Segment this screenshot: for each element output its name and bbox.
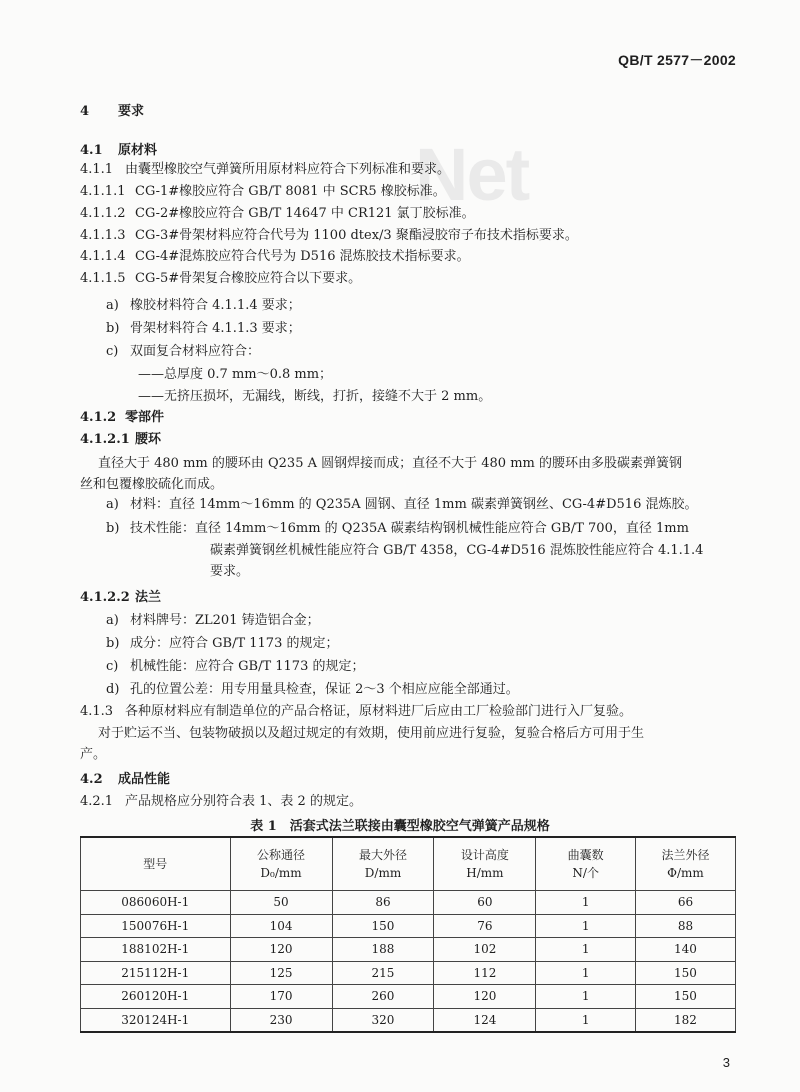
spec-table [80, 836, 736, 1033]
text-line [80, 681, 736, 699]
table-body [81, 891, 736, 1033]
column-header-unit: H/mm [466, 866, 504, 880]
clause-text: 直径大于 480 mm 的腰环由 Q235 A 圆钢焊接而成；直径不大于 480 mm 的腰环由多股碳素弹簧钢 [98, 456, 682, 471]
table-cell: 1 [536, 985, 636, 1009]
clause-text: 骨架材料符合 4.1.1.3 要求； [130, 321, 301, 336]
column-header [230, 837, 332, 891]
clause-number: a) [106, 497, 119, 512]
clause-text: 要求 [118, 104, 145, 119]
clause-text: 法兰 [135, 590, 162, 605]
column-header [434, 837, 536, 891]
text-line [80, 388, 736, 406]
clause-text: 材料牌号：ZL201 铸造铝合金； [130, 613, 320, 628]
table-cell: 320 [332, 1008, 434, 1032]
clause-number: 4.2 [80, 772, 103, 787]
text-line [80, 476, 736, 494]
table-cell: 086060H-1 [81, 891, 231, 915]
text-line [80, 409, 736, 427]
table-cell: 215 [332, 961, 434, 985]
table-row [81, 985, 736, 1009]
clause-text: 孔的位置公差：用专用量具检查，保证 2～3 个相应应能全部通过。 [130, 682, 519, 697]
table-cell: 150076H-1 [81, 914, 231, 938]
table-cell: 76 [434, 914, 536, 938]
column-header-label: 最大外径 [358, 848, 407, 862]
clause-text: 成分：应符合 GB/T 1173 的规定； [130, 636, 339, 651]
table-cell: 60 [434, 891, 536, 915]
table-row [81, 914, 736, 938]
clause-text: 碳素弹簧钢丝机械性能应符合 GB/T 4358，CG-4#D516 混炼胶性能应符合 4.1.1.4 [210, 543, 704, 558]
table-row [81, 938, 736, 962]
clause-number: b) [106, 521, 120, 536]
column-header [332, 837, 434, 891]
column-header [635, 837, 735, 891]
clause-text: CG-4#混炼胶应符合代号为 D516 混炼胶技术指标要求。 [135, 249, 470, 264]
column-header [81, 837, 231, 891]
clause-number: 4.1.2.1 [80, 432, 130, 447]
clause-number: 4.1.1.2 [80, 206, 126, 221]
clause-number: 4 [80, 104, 90, 119]
clause-number: 4.2.1 [80, 794, 114, 809]
text-line [80, 320, 736, 338]
clause-text: 产。 [80, 747, 107, 762]
clause-text: ——总厚度 0.7 mm～0.8 mm； [138, 367, 333, 382]
table-row [81, 891, 736, 915]
clause-text: 零部件 [125, 410, 165, 425]
text-line [80, 746, 736, 764]
clause-number: 4.1.1.3 [80, 228, 126, 243]
clause-number: a) [106, 298, 119, 313]
column-header [536, 837, 636, 891]
table-cell: 188102H-1 [81, 938, 231, 962]
text-line [80, 205, 736, 223]
table-cell: 320124H-1 [81, 1008, 231, 1032]
table-cell: 150 [332, 914, 434, 938]
text-line [80, 589, 736, 607]
table-row [81, 961, 736, 985]
clause-text: CG-1#橡胶应符合 GB/T 8081 中 SCR5 橡胶标准。 [135, 184, 446, 199]
table-cell: 1 [536, 1008, 636, 1032]
table-cell: 140 [635, 938, 735, 962]
clause-text: 双面复合材料应符合： [130, 344, 261, 359]
clause-number: b) [106, 636, 120, 651]
clause-number: a) [106, 613, 119, 628]
clause-number: 4.1.3 [80, 704, 114, 719]
clause-text: ——无挤压损坏，无漏线，断线，打折，接缝不大于 2 mm。 [138, 389, 492, 404]
clause-number: c) [106, 659, 119, 674]
table-cell: 170 [230, 985, 332, 1009]
clause-number: 4.1.2.2 [80, 590, 130, 605]
text-line [80, 793, 736, 811]
clause-number: c) [106, 344, 119, 359]
text-line [80, 366, 736, 384]
clause-text: 原材料 [118, 143, 158, 158]
text-line [80, 270, 736, 288]
column-header-unit: D/mm [364, 866, 402, 880]
table-cell: 182 [635, 1008, 735, 1032]
clause-text: 机械性能：应符合 GB/T 1173 的规定； [130, 659, 365, 674]
clause-text: 橡胶材料符合 4.1.1.4 要求； [130, 298, 301, 313]
table-cell: 230 [230, 1008, 332, 1032]
table-cell: 1 [536, 891, 636, 915]
text-line [80, 142, 736, 160]
standard-number: QB/T 2577－2002 [618, 52, 736, 68]
clause-text: 技术性能：直径 14mm～16mm 的 Q235A 碳素结构钢机械性能应符合 GB/T 700，直径 1mm [130, 521, 689, 536]
table-cell: 124 [434, 1008, 536, 1032]
clause-text: 对于贮运不当、包装物破损以及超过规定的有效期，使用前应进行复验，复验合格后方可用于生 [98, 726, 645, 741]
clause-number: 4.1 [80, 143, 103, 158]
table-cell: 125 [230, 961, 332, 985]
text-line [80, 563, 736, 581]
text-line [80, 703, 736, 721]
table-cell: 120 [230, 938, 332, 962]
column-header-unit: D₀/mm [260, 866, 302, 880]
table-cell: 120 [434, 985, 536, 1009]
text-line [80, 183, 736, 201]
text-line [80, 431, 736, 449]
table-header-row [81, 837, 736, 891]
column-header-label: 曲囊数 [567, 848, 604, 862]
text-line [80, 542, 736, 560]
table-cell: 150 [635, 961, 735, 985]
table-cell: 260 [332, 985, 434, 1009]
text-line [80, 297, 736, 315]
column-header-unit: N/个 [572, 866, 599, 880]
text-line [80, 771, 736, 789]
table-cell: 188 [332, 938, 434, 962]
text-line [80, 103, 736, 121]
text-line [80, 248, 736, 266]
clause-text: 腰环 [135, 432, 162, 447]
clause-text: 丝和包覆橡胶硫化而成。 [80, 477, 224, 492]
table-cell: 1 [536, 961, 636, 985]
text-line [80, 343, 736, 361]
clause-number: 4.1.1 [80, 162, 114, 177]
table-cell: 88 [635, 914, 735, 938]
clause-text: CG-2#橡胶应符合 GB/T 14647 中 CR121 氯丁胶标准。 [135, 206, 475, 221]
column-header-label: 设计高度 [460, 848, 509, 862]
table-cell: 260120H-1 [81, 985, 231, 1009]
clause-number: d) [106, 682, 120, 697]
text-line [80, 161, 736, 179]
clause-number: 4.1.1.4 [80, 249, 126, 264]
watermark: Net [415, 133, 529, 216]
clause-number: b) [106, 321, 120, 336]
column-header-unit: Φ/mm [667, 866, 704, 880]
table-cell: 66 [635, 891, 735, 915]
table-cell: 112 [434, 961, 536, 985]
table-title: 表 1 活套式法兰联接由囊型橡胶空气弹簧产品规格 [250, 819, 550, 834]
text-line [80, 520, 736, 538]
column-header-label: 法兰外径 [661, 848, 710, 862]
text-line [80, 455, 736, 473]
text-line [80, 496, 736, 514]
table-cell: 215112H-1 [81, 961, 231, 985]
clause-number: 4.1.2 [80, 410, 117, 425]
table-cell: 104 [230, 914, 332, 938]
clause-text: 产品规格应分别符合表 1、表 2 的规定。 [125, 794, 362, 809]
table-cell: 102 [434, 938, 536, 962]
clause-text: 各种原材料应有制造单位的产品合格证，原材料进厂后应由工厂检验部门进行入厂复验。 [125, 704, 633, 719]
clause-text: 材料：直径 14mm～16mm 的 Q235A 圆钢、直径 1mm 碳素弹簧钢丝、CG-4#D516 混炼胶。 [130, 497, 698, 512]
text-line [80, 227, 736, 245]
clause-number: 4.1.1.5 [80, 271, 126, 286]
text-line [80, 635, 736, 653]
table-cell: 1 [536, 938, 636, 962]
table-cell: 50 [230, 891, 332, 915]
clause-text: 由囊型橡胶空气弹簧所用原材料应符合下列标准和要求。 [125, 162, 451, 177]
column-header-label: 公称通径 [257, 848, 306, 862]
table-cell: 150 [635, 985, 735, 1009]
text-line [80, 658, 736, 676]
text-line [80, 612, 736, 630]
clause-text: 要求。 [210, 564, 250, 579]
column-header-label: 型号 [143, 857, 168, 871]
clause-text: CG-3#骨架材料应符合代号为 1100 dtex/3 聚酯浸胶帘子布技术指标要求。 [135, 228, 578, 243]
clause-number: 4.1.1.1 [80, 184, 126, 199]
text-line [80, 725, 736, 743]
table-cell: 86 [332, 891, 434, 915]
table-cell: 1 [536, 914, 636, 938]
clause-text: 成品性能 [118, 772, 171, 787]
page-number: 3 [722, 1055, 730, 1070]
clause-text: CG-5#骨架复合橡胶应符合以下要求。 [135, 271, 362, 286]
table-row [81, 1008, 736, 1032]
